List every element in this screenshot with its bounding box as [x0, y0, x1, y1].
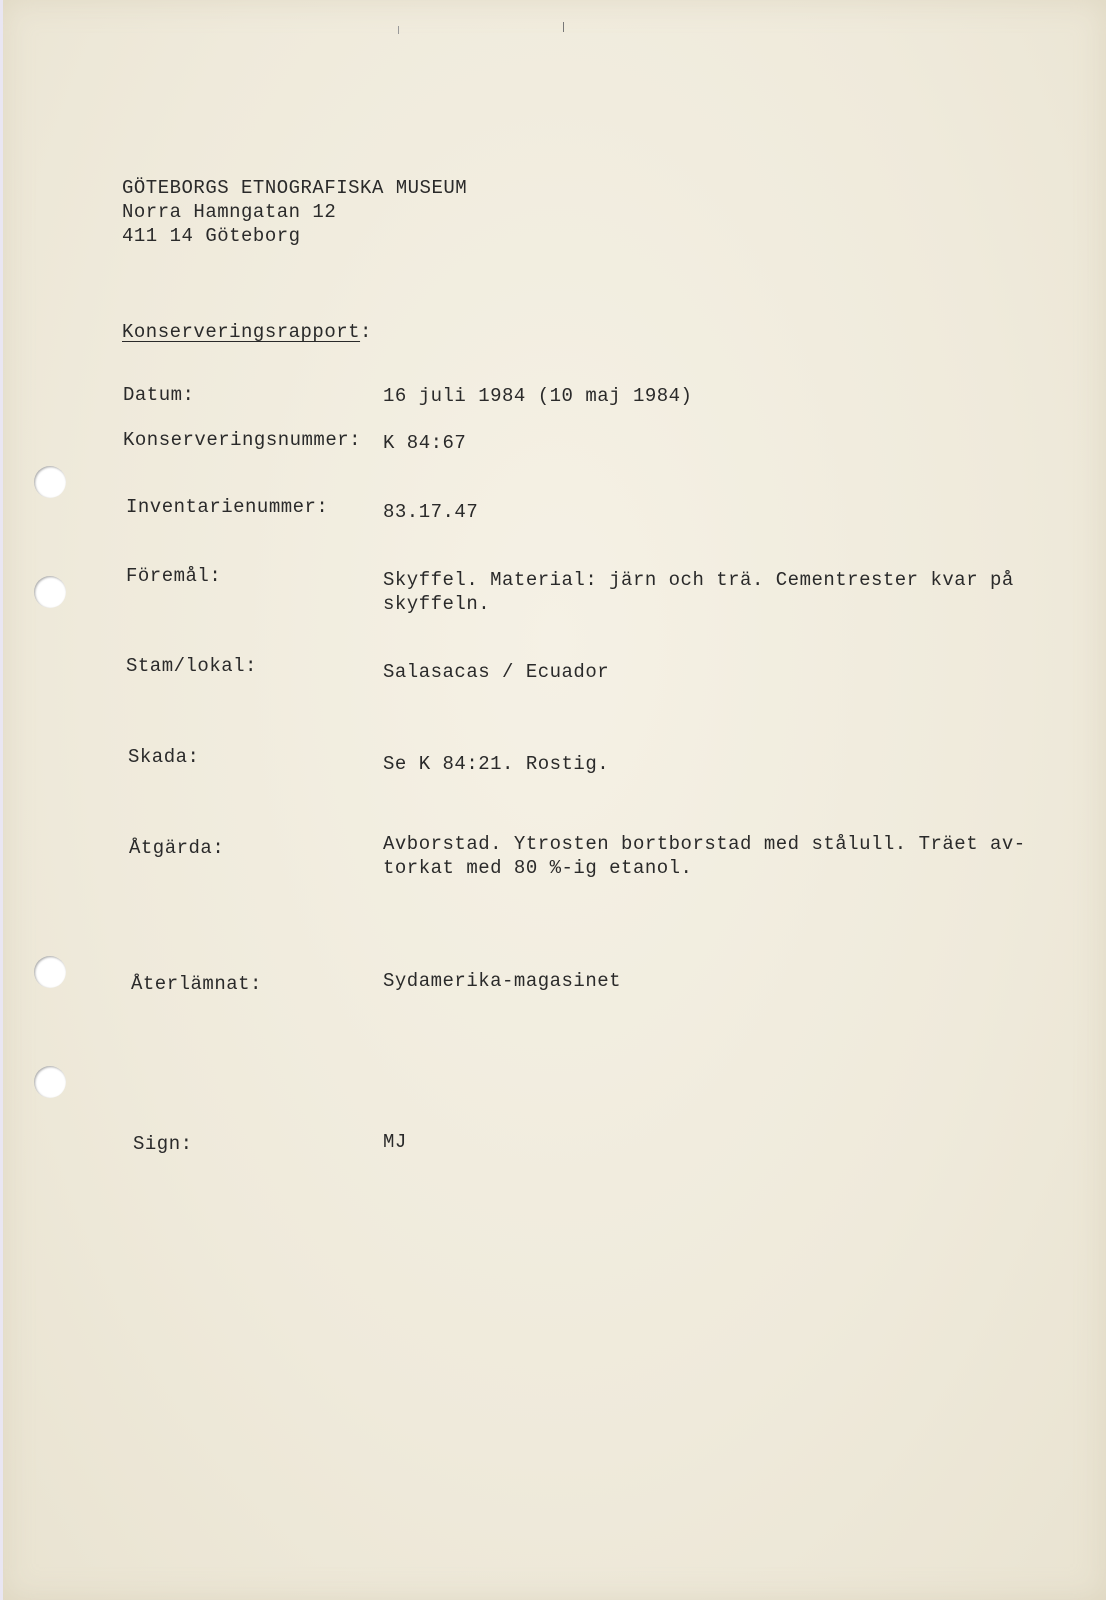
field-value-skada: Se K 84:21. Rostig. [383, 753, 610, 775]
field-label-skada: Skada: [128, 746, 200, 768]
binder-hole [34, 576, 66, 608]
field-value-stam-lokal: Salasacas / Ecuador [383, 661, 610, 683]
museum-name: GÖTEBORGS ETNOGRAFISKA MUSEUM [122, 177, 468, 199]
binder-hole [34, 466, 66, 498]
field-value-aterlamnat: Sydamerika-magasinet [383, 970, 622, 992]
field-value-konserveringsnummer: K 84:67 [383, 432, 467, 454]
field-value-atgarda: Avborstad. Ytrosten bortborstad med stålull. Träet av- torkat med 80 %-ig etanol. [383, 833, 1026, 879]
paper-speck [563, 22, 564, 32]
field-value-datum: 16 juli 1984 (10 maj 1984) [383, 385, 693, 407]
field-value-foremal: Skyffel. Material: järn och trä. Cementrester kvar på skyffeln. [383, 569, 1026, 615]
museum-street: Norra Hamngatan 12 [122, 201, 337, 223]
field-value-inventarienummer: 83.17.47 [383, 501, 479, 523]
paper-speck [398, 26, 399, 34]
document-page [3, 0, 1106, 1600]
report-title-colon: : [360, 321, 372, 343]
field-label-atgarda: Åtgärda: [129, 837, 225, 859]
field-value-sign: MJ [383, 1131, 407, 1153]
report-title-text: Konserveringsrapport [122, 321, 361, 343]
field-label-stam-lokal: Stam/lokal: [126, 655, 257, 677]
field-label-konserveringsnummer: Konserveringsnummer: [123, 429, 362, 451]
binder-hole [34, 956, 66, 988]
field-label-sign: Sign: [133, 1133, 193, 1155]
field-label-datum: Datum: [123, 384, 195, 406]
letterhead [122, 176, 467, 248]
field-label-aterlamnat: Återlämnat: [131, 973, 262, 995]
museum-city: 411 14 Göteborg [122, 225, 301, 247]
field-label-foremal: Föremål: [126, 565, 222, 587]
binder-hole [34, 1066, 66, 1098]
field-label-inventarienummer: Inventarienummer: [126, 496, 329, 518]
report-title [122, 321, 372, 343]
